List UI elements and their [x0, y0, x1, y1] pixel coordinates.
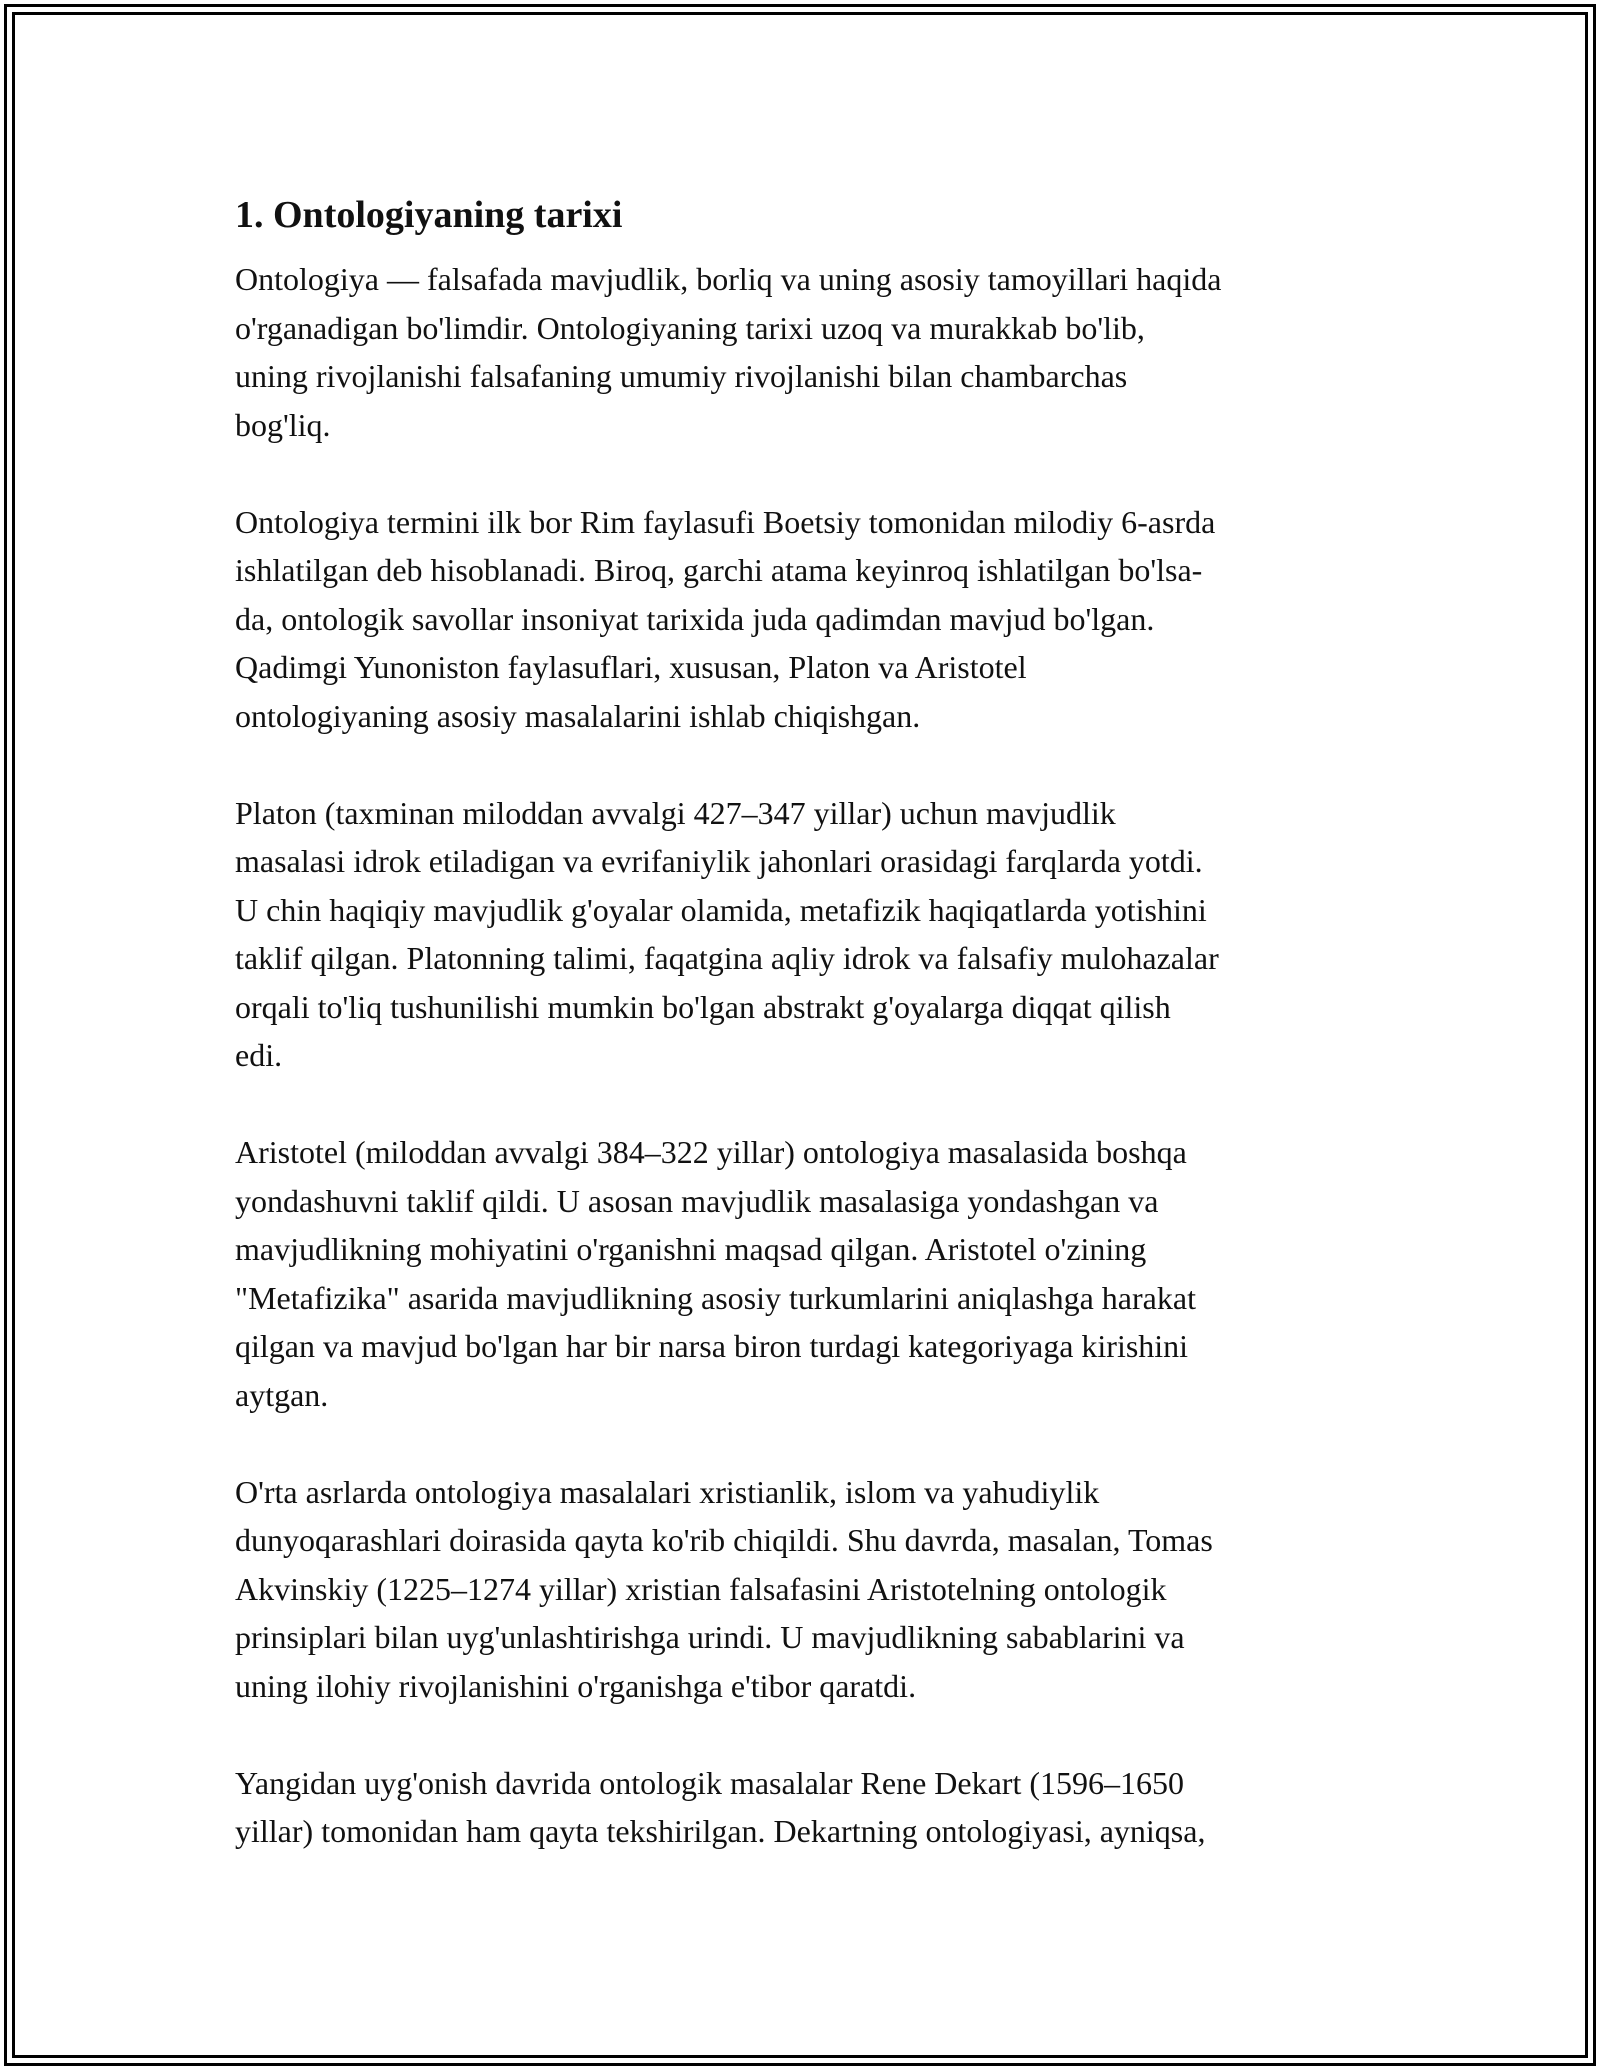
- paragraph-1: Ontologiya — falsafada mavjudlik, borliq va uning asosiy tamoyillari haqida o'rganadigan bo'limdir. Ontologiyaning tarixi uzoq va murakkab bo'lib, uning rivojlanishi falsafaning umumiy rivojlanishi bilan chambarchas bog'liq.: [235, 261, 1222, 443]
- paragraph-3: Platon (taxminan miloddan avvalgi 427–347 yillar) uchun mavjudlik masalasi idrok etiladigan va evrifaniylik jahonlari orasidagi farqlarda yotdi. U chin haqiqiy mavjudlik g'oyalar olamida, metafizik haqiqatlarda yotishini taklif qilgan. Platonning talimi, faqatgina aqliy idrok va falsafiy mulohazalar orqali to'liq tushunilishi mumkin bo'lgan abstrakt g'oyalarga diqqat qilish edi.: [235, 794, 1219, 1073]
- paragraph-6: Yangidan uyg'onish davrida ontologik masalalar Rene Dekart (1596–1650 yillar) tomonidan ham qayta tekshirilgan. Dekartning ontologiyasi, ayniqsa,: [235, 1764, 1206, 1849]
- paragraph-5: O'rta asrlarda ontologiya masalalari xristianlik, islom va yahudiylik dunyoqarashlari doirasida qayta ko'rib chiqildi. Shu davrda, masalan, Tomas Akvinskiy (1225–1274 yillar) xristian falsafasini Aristotelning ontologik prinsiplari bilan uyg'unlashtirishga urindi. U mavjudlikning sabablarini va uning ilohiy rivojlanishini o'rganishga e'tibor qaratdi.: [235, 1473, 1213, 1704]
- paragraph-4: Aristotel (miloddan avvalgi 384–322 yillar) ontologiya masalasida boshqa yondashuvni taklif qildi. U asosan mavjudlik masalasiga yondashgan va mavjudlikning mohiyatini o'rganishni maqsad qilgan. Aristotel o'zining "Metafizika" asarida mavjudlikning asosiy turkumlarini aniqlashga harakat qilgan va mavjud bo'lgan har bir narsa biron turdagi kategoriyaga kirishini aytgan.: [235, 1134, 1196, 1413]
- section-heading: 1. Ontologiyaning tarixi: [235, 194, 623, 236]
- paragraph-2: Ontologiya termini ilk bor Rim faylasufi Boetsiy tomonidan milodiy 6-asrda ishlatilgan deb hisoblanadi. Biroq, garchi atama keyinroq ishlatilgan bo'lsa- da, ontologik savollar insoniyat tarixida juda qadimdan mavjud bo'lgan. Qadimgi Yunoniston faylasuflari, xususan, Platon va Aristotel ontologiyaning asosiy masalalarini ishlab chiqishgan.: [235, 503, 1216, 734]
- document-body: [235, 183, 1370, 1904]
